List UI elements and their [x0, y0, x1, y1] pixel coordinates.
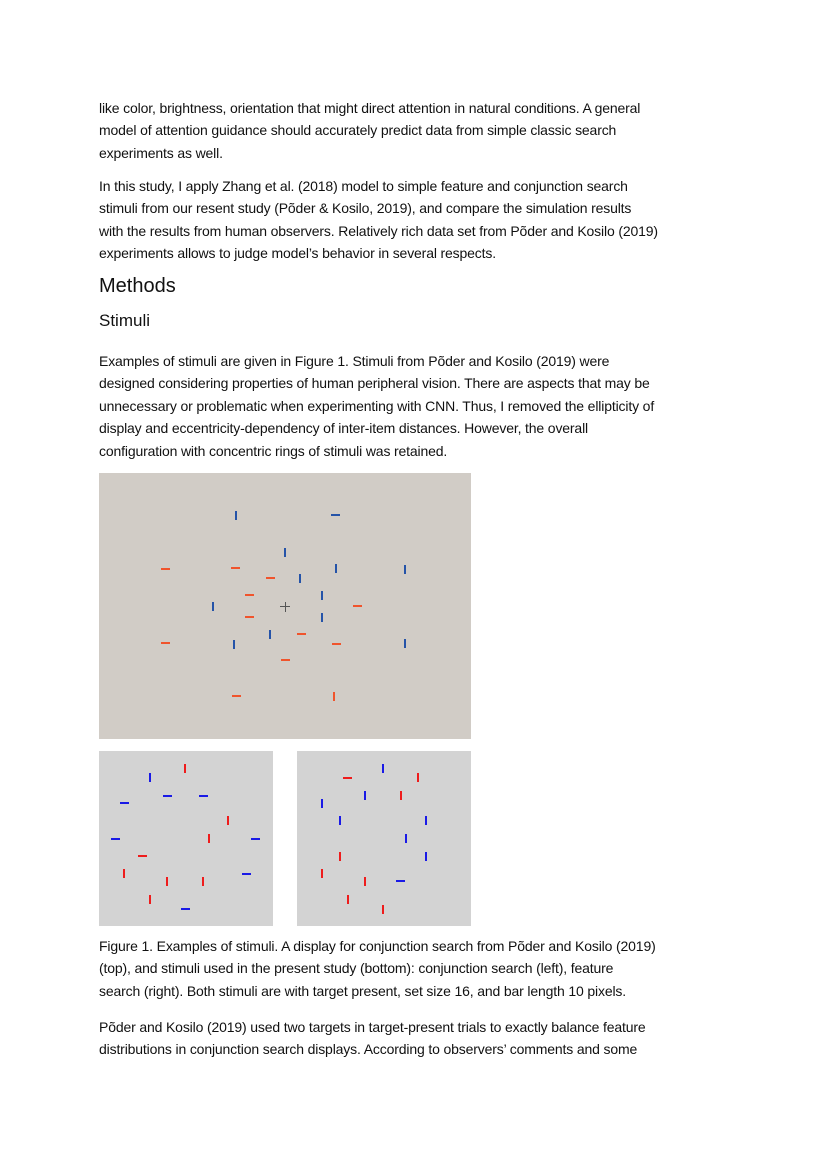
paragraph-targets — [99, 1016, 646, 1061]
blue-vertical-bar — [299, 574, 301, 583]
red-vertical-bar — [417, 773, 419, 782]
fixation-cross-v — [285, 602, 286, 612]
blue-horizontal-bar — [181, 908, 190, 910]
text-line: experiments allows to judge model’s behavior in several respects. — [99, 245, 496, 262]
red-horizontal-bar — [332, 643, 341, 645]
blue-vertical-bar — [235, 511, 237, 520]
red-vertical-bar — [227, 816, 229, 825]
paragraph-stimuli — [99, 350, 654, 462]
text-line: configuration with concentric rings of stimuli was retained. — [99, 442, 448, 459]
blue-horizontal-bar — [120, 802, 129, 804]
blue-vertical-bar — [149, 773, 151, 782]
blue-horizontal-bar — [331, 514, 340, 516]
text-line: display and eccentricity-dependency of inter-item distances. However, the overall — [99, 420, 588, 437]
text-line: In this study, I apply Zhang et al. (2018) model to simple feature and conjunction search — [99, 178, 628, 194]
text-line: stimuli from our resent study (Põder & Kosilo, 2019), and compare the simulation results — [99, 200, 632, 217]
blue-vertical-bar — [233, 640, 235, 649]
red-horizontal-bar — [343, 777, 352, 779]
paragraph-intro-end — [99, 97, 640, 164]
red-vertical-bar — [166, 877, 168, 886]
red-horizontal-bar — [232, 695, 241, 697]
blue-horizontal-bar — [396, 880, 405, 882]
text-line: with the results from human observers. Relatively rich data set from Põder and Kosilo (2019) — [99, 222, 658, 239]
blue-vertical-bar — [382, 764, 384, 773]
red-horizontal-bar — [161, 568, 170, 570]
blue-horizontal-bar — [251, 838, 260, 840]
figure-top-conjunction-display — [99, 473, 471, 739]
heading-stimuli: Stimuli — [99, 311, 151, 330]
blue-vertical-bar — [321, 613, 323, 622]
blue-vertical-bar — [405, 834, 407, 843]
red-vertical-bar — [184, 764, 186, 773]
blue-vertical-bar — [425, 852, 427, 861]
blue-vertical-bar — [284, 548, 286, 557]
blue-vertical-bar — [404, 639, 406, 648]
red-horizontal-bar — [245, 616, 254, 618]
red-horizontal-bar — [353, 605, 362, 607]
red-horizontal-bar — [138, 855, 147, 857]
text-line: search (right). Both stimuli are with target present, set size 16, and bar length 10 pixels. — [99, 982, 627, 999]
red-vertical-bar — [382, 905, 384, 914]
red-vertical-bar — [347, 895, 349, 904]
blue-vertical-bar — [425, 816, 427, 825]
red-horizontal-bar — [245, 594, 254, 596]
blue-horizontal-bar — [242, 873, 251, 875]
blue-vertical-bar — [404, 565, 406, 574]
blue-vertical-bar — [321, 591, 323, 600]
figure-bottom-left-conjunction-search — [99, 751, 273, 926]
blue-vertical-bar — [321, 799, 323, 808]
red-horizontal-bar — [281, 659, 290, 661]
text-line: experiments as well. — [99, 144, 223, 161]
text-line: designed considering properties of human peripheral vision. There are aspects that may be — [99, 375, 650, 392]
figure-caption — [99, 935, 656, 1002]
blue-vertical-bar — [212, 602, 214, 611]
red-vertical-bar — [333, 692, 335, 701]
text-line: Examples of stimuli are given in Figure 1. Stimuli from Põder and Kosilo (2019) were — [99, 353, 610, 369]
red-vertical-bar — [149, 895, 151, 904]
figure-bottom-right-feature-search — [297, 751, 471, 926]
red-vertical-bar — [208, 834, 210, 843]
blue-horizontal-bar — [199, 795, 208, 797]
text-line: Põder and Kosilo (2019) used two targets in target-present trials to exactly balance feature — [99, 1019, 646, 1035]
blue-vertical-bar — [364, 791, 366, 800]
paragraph-study-aim — [99, 175, 658, 265]
text-line: unnecessary or problematic when experimenting with CNN. Thus, I removed the ellipticity of — [99, 397, 655, 414]
blue-vertical-bar — [269, 630, 271, 639]
red-horizontal-bar — [231, 567, 240, 569]
text-line: like color, brightness, orientation that might direct attention in natural conditions. A general — [99, 100, 641, 116]
red-vertical-bar — [339, 852, 341, 861]
text-line: distributions in conjunction search displays. According to observers’ comments and some — [99, 1041, 638, 1058]
red-horizontal-bar — [297, 633, 306, 635]
blue-horizontal-bar — [111, 838, 120, 840]
blue-vertical-bar — [339, 816, 341, 825]
red-vertical-bar — [321, 869, 323, 878]
red-horizontal-bar — [266, 577, 275, 579]
red-vertical-bar — [123, 869, 125, 878]
blue-horizontal-bar — [163, 795, 172, 797]
red-vertical-bar — [364, 877, 366, 886]
text-line: Figure 1. Examples of stimuli. A display for conjunction search from Põder and Kosilo (2019) — [99, 938, 656, 954]
blue-vertical-bar — [335, 564, 337, 573]
red-horizontal-bar — [161, 642, 170, 644]
red-vertical-bar — [400, 791, 402, 800]
red-vertical-bar — [202, 877, 204, 886]
text-line: model of attention guidance should accurately predict data from simple classic search — [99, 122, 617, 139]
text-line: (top), and stimuli used in the present study (bottom): conjunction search (left), feature — [99, 960, 614, 977]
heading-methods: Methods — [99, 275, 176, 297]
